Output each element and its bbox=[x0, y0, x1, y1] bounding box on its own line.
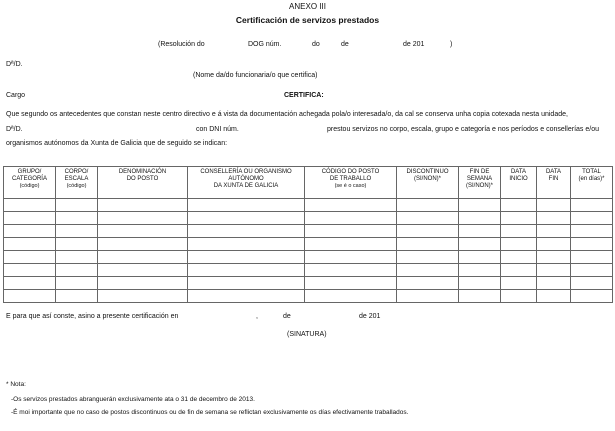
table-cell bbox=[56, 238, 98, 251]
table-cell bbox=[305, 238, 397, 251]
table-cell bbox=[56, 212, 98, 225]
column-header bbox=[188, 167, 305, 199]
resolution-de: de bbox=[341, 41, 349, 48]
column-header bbox=[571, 167, 613, 199]
closing-de: de bbox=[283, 313, 291, 320]
column-header-line: DO POSTO bbox=[126, 176, 159, 182]
table-cell bbox=[397, 238, 459, 251]
table-cell bbox=[571, 238, 613, 251]
table-cell bbox=[4, 225, 56, 238]
table-cell bbox=[501, 264, 537, 277]
table-row bbox=[4, 238, 613, 251]
table-cell bbox=[397, 212, 459, 225]
table-cell bbox=[98, 199, 188, 212]
table-cell bbox=[305, 199, 397, 212]
column-header-line: DENOMINACIÓN bbox=[118, 169, 167, 175]
table-cell bbox=[459, 225, 501, 238]
column-header bbox=[98, 167, 188, 199]
table-cell bbox=[537, 199, 571, 212]
table-cell bbox=[305, 277, 397, 290]
column-header bbox=[397, 167, 459, 199]
table-cell bbox=[537, 290, 571, 303]
column-header-line: (SI/NON)* bbox=[466, 183, 493, 189]
annex-label: ANEXO III bbox=[289, 2, 326, 11]
closing-comma: , bbox=[256, 313, 258, 320]
resolution-year: de 201 bbox=[403, 41, 425, 48]
column-header-line: GRUPO/ bbox=[17, 169, 42, 175]
column-header-line: FIN bbox=[548, 176, 559, 182]
dni-label: con DNI núm. bbox=[196, 126, 239, 133]
table-cell bbox=[537, 212, 571, 225]
table-cell bbox=[188, 251, 305, 264]
column-header-line: DISCONTINUO bbox=[406, 169, 449, 175]
column-header-line: INICIO bbox=[509, 176, 528, 182]
table-cell bbox=[571, 290, 613, 303]
table-cell bbox=[397, 199, 459, 212]
table-cell bbox=[459, 251, 501, 264]
table-row bbox=[4, 225, 613, 238]
table-cell bbox=[188, 238, 305, 251]
column-header bbox=[459, 167, 501, 199]
column-header-line: (SI/NON)* bbox=[414, 176, 441, 182]
table-cell bbox=[537, 277, 571, 290]
table-cell bbox=[501, 199, 537, 212]
column-header-line: CÓDIGO DO POSTO bbox=[321, 169, 380, 175]
table-cell bbox=[188, 264, 305, 277]
table-row bbox=[4, 212, 613, 225]
column-header-line: TOTAL bbox=[582, 169, 601, 175]
table-cell bbox=[537, 264, 571, 277]
table-cell bbox=[188, 212, 305, 225]
table-cell bbox=[56, 277, 98, 290]
table-cell bbox=[4, 290, 56, 303]
table-cell bbox=[397, 225, 459, 238]
table-cell bbox=[98, 277, 188, 290]
table-row bbox=[4, 290, 613, 303]
table-cell bbox=[571, 251, 613, 264]
column-header-line: FIN DE bbox=[469, 169, 490, 175]
table-cell bbox=[537, 225, 571, 238]
table-cell bbox=[571, 225, 613, 238]
note-item: -É moi importante que no caso de postos discontinuos ou de fin de semana se reflictan exclusivamente os días efectivamente traballados. bbox=[11, 409, 409, 416]
column-header-line: DATA bbox=[510, 169, 527, 175]
table-cell bbox=[397, 251, 459, 264]
column-header bbox=[501, 167, 537, 199]
table-cell bbox=[98, 238, 188, 251]
table-cell bbox=[98, 212, 188, 225]
column-header-line: (en días)* bbox=[578, 176, 605, 182]
table-cell bbox=[571, 264, 613, 277]
column-header-line: ESCALA bbox=[64, 176, 89, 182]
table-cell bbox=[98, 225, 188, 238]
column-header-subtitle: (código) bbox=[19, 183, 40, 189]
table-cell bbox=[98, 251, 188, 264]
table-cell bbox=[571, 277, 613, 290]
table-cell bbox=[56, 290, 98, 303]
certifier-name-label: Dª/D. bbox=[6, 61, 23, 68]
table-cell bbox=[397, 264, 459, 277]
column-header-line: SEMANA bbox=[466, 176, 493, 182]
table-cell bbox=[188, 277, 305, 290]
table-cell bbox=[56, 199, 98, 212]
table-cell bbox=[397, 290, 459, 303]
table-cell bbox=[305, 251, 397, 264]
table-cell bbox=[501, 290, 537, 303]
table-cell bbox=[56, 225, 98, 238]
column-header bbox=[305, 167, 397, 199]
table-cell bbox=[98, 264, 188, 277]
resolution-open: (Resolución do bbox=[158, 41, 205, 48]
column-header-subtitle: (código) bbox=[66, 183, 87, 189]
table-cell bbox=[459, 264, 501, 277]
column-header-line: AUTÓNOMO bbox=[228, 176, 264, 182]
table-cell bbox=[501, 251, 537, 264]
table-cell bbox=[459, 290, 501, 303]
table-cell bbox=[305, 264, 397, 277]
table-cell bbox=[397, 277, 459, 290]
column-header-line: DA XUNTA DE GALICIA bbox=[213, 183, 279, 189]
table-cell bbox=[305, 290, 397, 303]
note-item: -Os servizos prestados abranguerán exclusivamente ata o 31 de decembro de 2013. bbox=[11, 396, 255, 403]
column-header-line: CORPO/ bbox=[64, 169, 89, 175]
column-header-line: DATA bbox=[545, 169, 562, 175]
column-header-subtitle: (se é o caso) bbox=[334, 183, 367, 189]
signature-label: (SINATURA) bbox=[287, 331, 327, 338]
table-cell bbox=[188, 290, 305, 303]
closing-text: E para que así conste, asino a presente certificación en bbox=[6, 313, 179, 320]
table-cell bbox=[501, 277, 537, 290]
certifica-heading: CERTIFICA: bbox=[284, 92, 324, 99]
table-cell bbox=[188, 199, 305, 212]
table-cell bbox=[56, 251, 98, 264]
resolution-do: do bbox=[312, 41, 320, 48]
table-cell bbox=[459, 212, 501, 225]
table-header-row bbox=[4, 167, 613, 199]
cargo-label: Cargo bbox=[6, 92, 26, 99]
table-row bbox=[4, 264, 613, 277]
table-cell bbox=[537, 251, 571, 264]
column-header bbox=[537, 167, 571, 199]
column-header bbox=[56, 167, 98, 199]
table-cell bbox=[305, 225, 397, 238]
table-cell bbox=[501, 225, 537, 238]
table-cell bbox=[459, 199, 501, 212]
table-cell bbox=[4, 199, 56, 212]
column-header-line: CONSELLERÍA OU ORGANISMO bbox=[200, 169, 292, 175]
table-cell bbox=[571, 212, 613, 225]
table-cell bbox=[571, 199, 613, 212]
document-title: Certificación de servizos prestados bbox=[235, 15, 380, 25]
table-row bbox=[4, 199, 613, 212]
table-cell bbox=[501, 238, 537, 251]
table-cell bbox=[4, 251, 56, 264]
services-table bbox=[3, 166, 613, 303]
column-header-line: DE TRABALLO bbox=[329, 176, 372, 182]
column-header bbox=[4, 167, 56, 199]
table-cell bbox=[459, 238, 501, 251]
closing-year: de 201 bbox=[359, 313, 381, 320]
table-row bbox=[4, 277, 613, 290]
certifier-name-hint: (Nome da/do funcionaria/o que certifica) bbox=[193, 72, 318, 79]
table-cell bbox=[4, 238, 56, 251]
table-cell bbox=[56, 264, 98, 277]
table-cell bbox=[188, 225, 305, 238]
paragraph-line-2: prestou servizos no corpo, escala, grupo e categoría e nos períodos e consellerías e/ou bbox=[327, 126, 599, 133]
table-cell bbox=[537, 238, 571, 251]
paragraph-line-3: organismos autónomos da Xunta de Galicia que de seguido se indican: bbox=[6, 140, 228, 147]
table-cell bbox=[501, 212, 537, 225]
table-cell bbox=[459, 277, 501, 290]
resolution-close: ) bbox=[450, 41, 453, 48]
column-header-line: CATEGORÍA bbox=[12, 176, 47, 182]
paragraph-line-1: Que segundo os antecedentes que constan neste centro directivo e á vista da documentación achegada pola/o interesada/o, da cal se conserva unha copia cotexada nesta unidade, bbox=[6, 111, 568, 118]
table-cell bbox=[305, 212, 397, 225]
table-row bbox=[4, 251, 613, 264]
table-cell bbox=[98, 290, 188, 303]
notes-title: * Nota: bbox=[6, 381, 26, 388]
table-cell bbox=[4, 212, 56, 225]
employee-name-label: Dª/D. bbox=[6, 126, 23, 133]
resolution-dog: DOG núm. bbox=[248, 41, 282, 48]
table-cell bbox=[4, 264, 56, 277]
table-cell bbox=[4, 277, 56, 290]
